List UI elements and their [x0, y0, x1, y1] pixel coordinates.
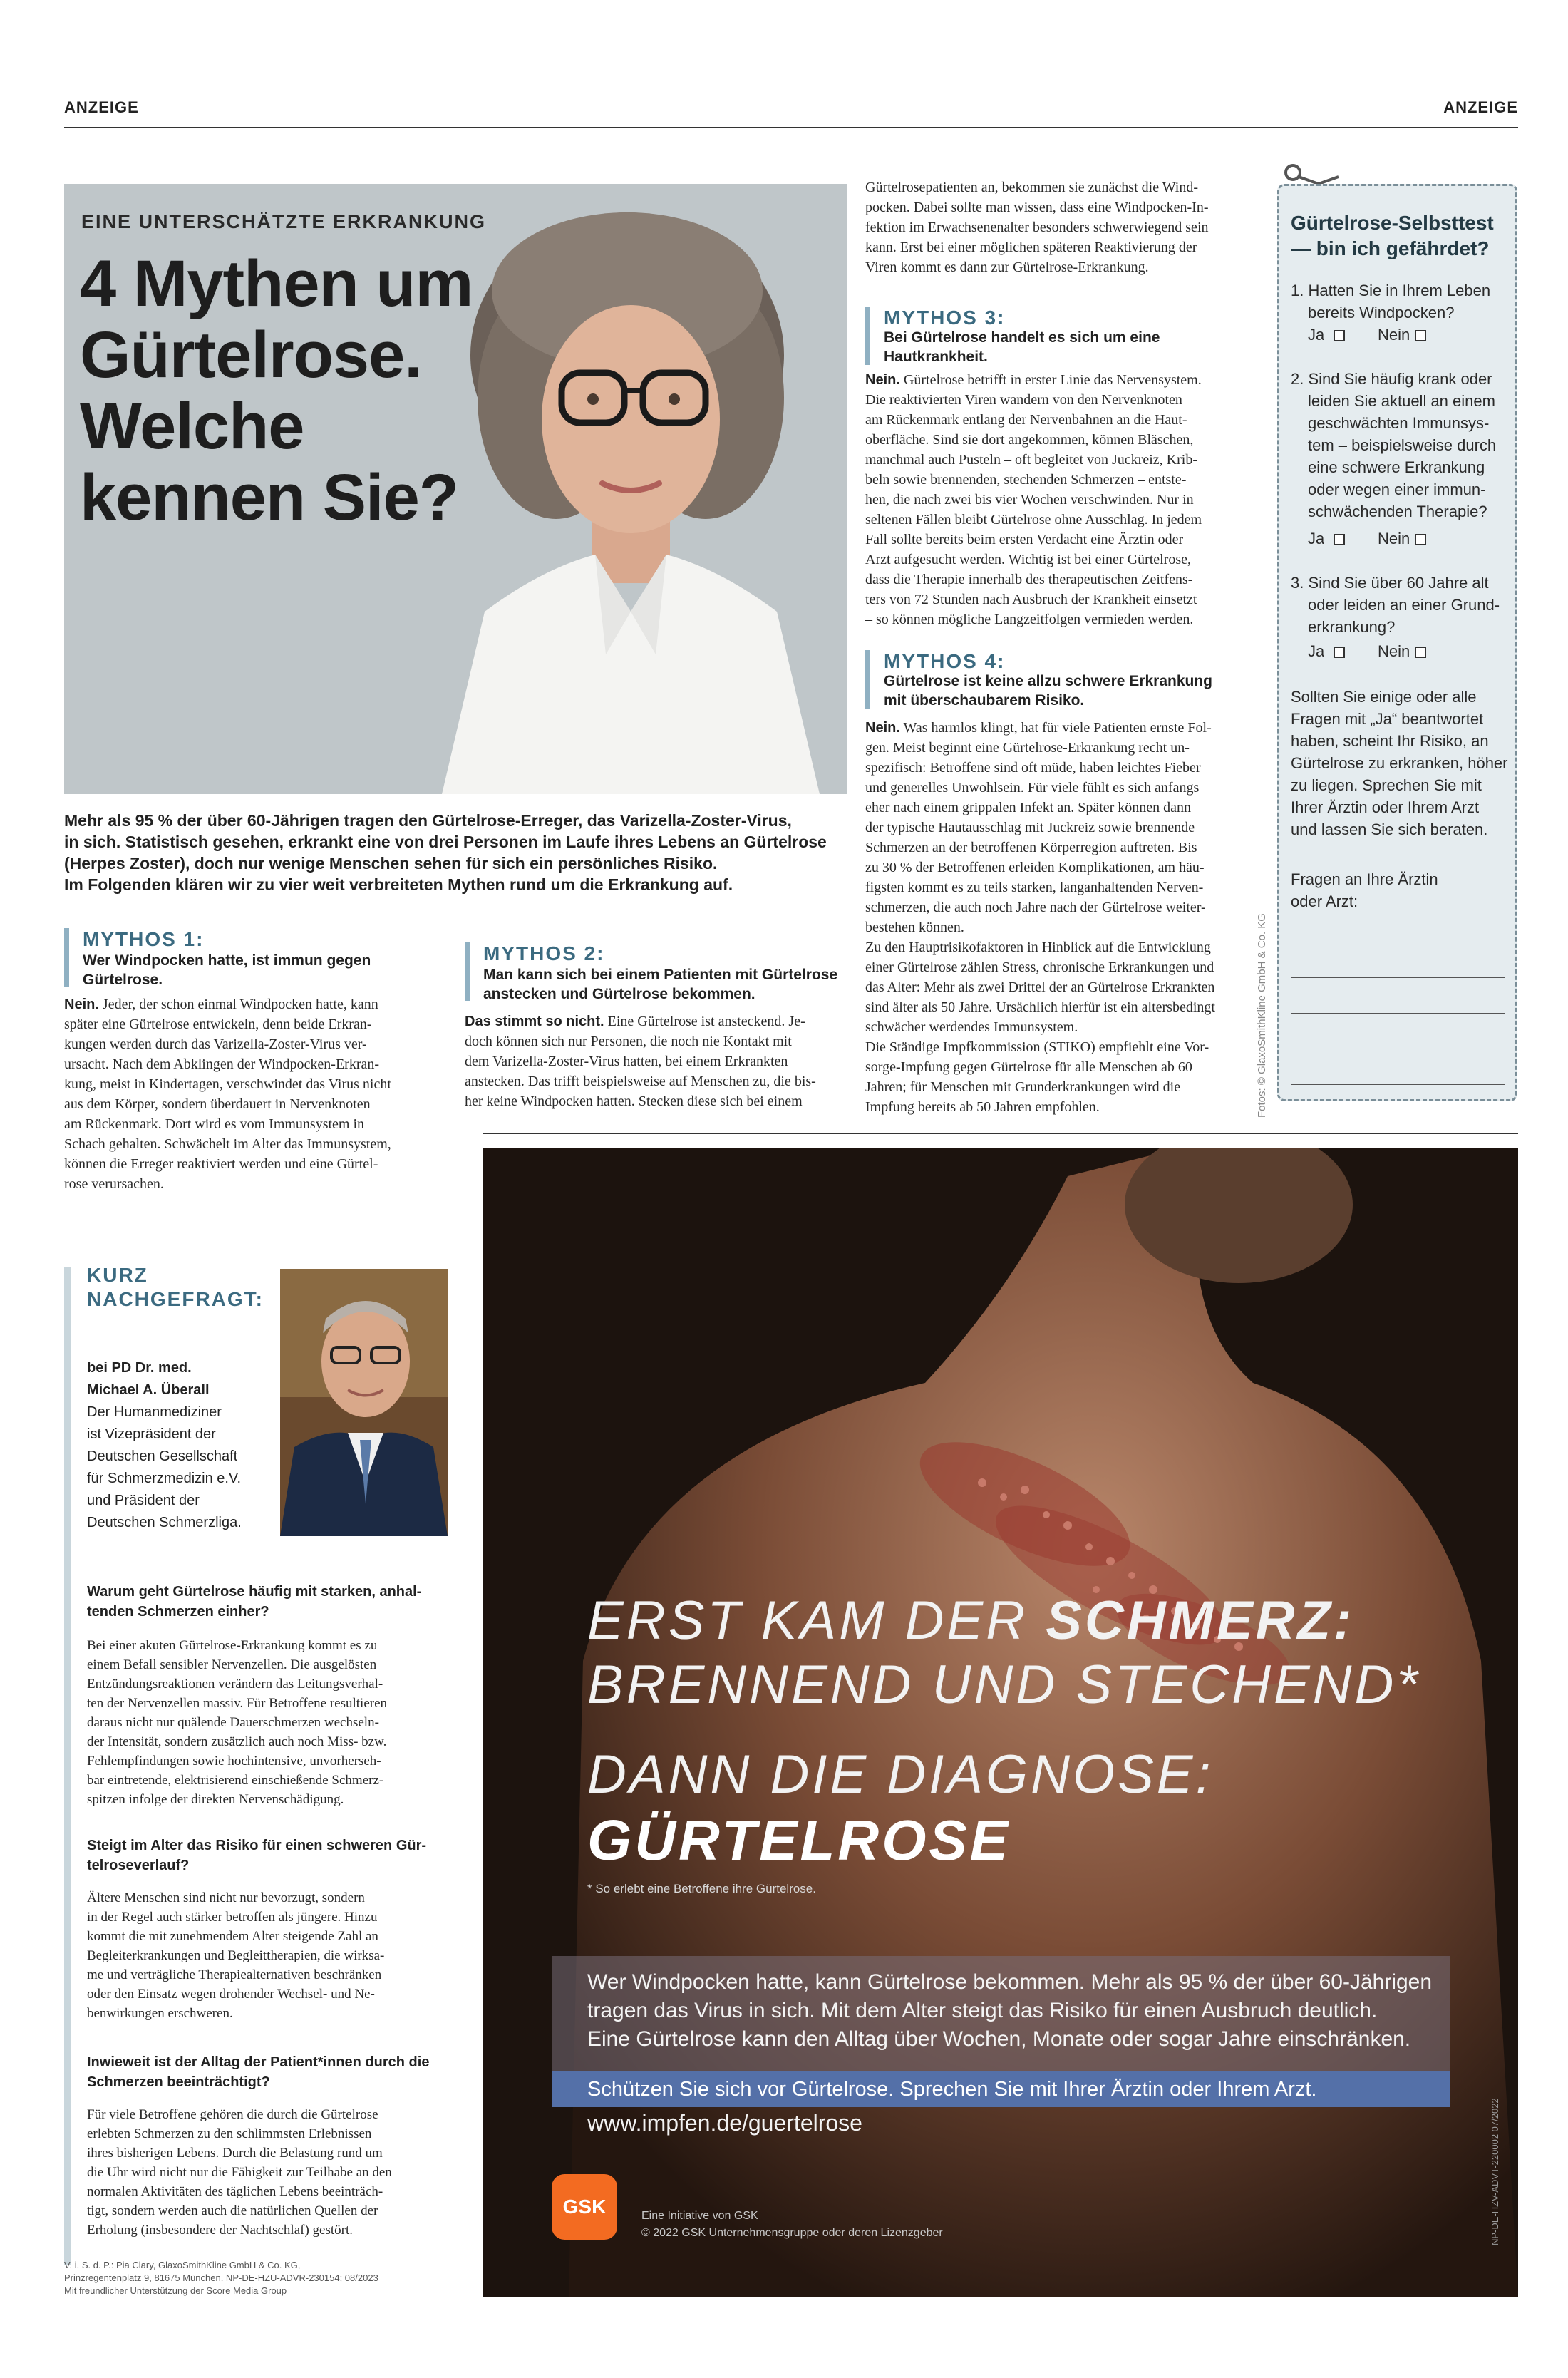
kurz-answer-line: spitzen infolge der direkten Nervenschädigung. — [87, 1792, 344, 1807]
mythos2-line: her keine Windpocken hatten. Stecken diese sich bei einem — [465, 1093, 803, 1109]
mythos3-lead: Nein. — [865, 372, 900, 388]
mythos3-line: Gürtelrose betrifft in erster Linie das Nervensystem. — [899, 372, 1202, 388]
kurz-answer-line: Begleiterkrankungen und Begleittherapien, die wirksa- — [87, 1948, 385, 1963]
ad-headline-bold: SCHMERZ: — [1046, 1590, 1355, 1651]
hero-title-line: kennen Sie? — [80, 462, 458, 533]
selftest-q3 — [1291, 574, 1513, 642]
mythos4-subtitle-line: mit überschaubarem Risiko. — [884, 692, 1085, 709]
mythos4-line: schwächer werdendes Immunsystem. — [865, 1019, 1078, 1035]
mythos4-line: sorge-Impfung gegen Gürtelrose für alle Menschen ab 60 — [865, 1059, 1192, 1075]
selftest-q-line: geschwächten Immunsys- — [1308, 414, 1490, 432]
mythos1-subtitle-line: Gürtelrose. — [83, 972, 163, 988]
kurz-bio-line: für Schmerzmedizin e.V. — [87, 1471, 242, 1486]
mythos2-subtitle — [483, 967, 854, 1007]
selftest-q-line: bereits Windpocken? — [1308, 304, 1455, 321]
selftest-advice-line: Gürtelrose zu erkranken, höher — [1291, 754, 1508, 772]
selftest-q-line: tem – beispielsweise durch — [1308, 436, 1497, 454]
mythos4-line: sind älter als 50 Jahre. Ursächlich hierfür ist ein altersbedingt — [865, 999, 1215, 1015]
mythos3-body — [865, 372, 1250, 633]
ad-footnote: * So erlebt eine Betroffene ihre Gürtelrose. — [587, 1882, 816, 1895]
ja-checkbox[interactable] — [1334, 647, 1345, 658]
mythos1-line: Jeder, der schon einmal Windpocken hatte, kann — [98, 997, 378, 1012]
photo-credit: Fotos: © GlaxoSmithKline GmbH & Co. KG — [1256, 913, 1268, 1118]
selftest-box — [1277, 184, 1517, 1101]
mythos1-line: können die Erreger reaktiviert werden und eine Gürtel- — [64, 1156, 378, 1172]
kurz-answer-line: daraus nicht nur quälende Dauerschmerzen wechseln- — [87, 1715, 379, 1730]
kurz-question-1 — [87, 1584, 458, 1627]
mythos2-body — [465, 1014, 850, 1118]
mythos2-line: doch können sich nur Personen, die noch nie Kontakt mit — [465, 1034, 792, 1049]
mythos4-line: zu 30 % der Betroffenen erleiden Komplikationen, am häu- — [865, 860, 1205, 875]
kurz-answer-line: benwirkungen erschweren. — [87, 2006, 233, 2021]
nein-checkbox[interactable] — [1415, 534, 1426, 545]
kurz-answer-line: bar eintretende, elektrisierend einschießende Schmerz- — [87, 1773, 384, 1788]
intro-line: in sich. Statistisch gesehen, erkrankt eine von drei Personen im Laufe ihres Lebens an Gürtelrose — [64, 833, 827, 851]
mythos1-lead: Nein. — [64, 997, 99, 1012]
note-line[interactable] — [1291, 1013, 1505, 1014]
mythos1-label: MYTHOS 1: — [83, 928, 205, 950]
kurz-question-3 — [87, 2054, 458, 2097]
mythos1-line: kung, meist in Kindertagen, verschwindet das Virus nicht — [64, 1076, 391, 1092]
header-right: ANZEIGE — [1443, 98, 1518, 116]
kurz-answer-1 — [87, 1638, 458, 1816]
mythos4-line: Zu den Hauptrisikofaktoren in Hinblick auf die Entwicklung — [865, 940, 1211, 955]
kurz-answer-line: Entzündungsreaktionen verändern das Leitungsverhal- — [87, 1677, 383, 1692]
mythos3-line: Arzt aufgesucht werden. Wichtig ist bei einer Gürtelrose, — [865, 552, 1192, 567]
selftest-q1-answers[interactable] — [1308, 326, 1479, 346]
intro-line: Im Folgenden klären wir zu vier weit verbreiteten Mythen rund um die Erkrankung auf. — [64, 875, 733, 894]
mythos3-subtitle-line: Bei Gürtelrose handelt es sich um eine — [884, 329, 1160, 346]
answer-nein-label: Nein — [1378, 530, 1410, 547]
mythos4-line: der typische Hautausschlag mit Juckreiz sowie brennende — [865, 820, 1195, 835]
mythos3-line: Fall sollte bereits beim ersten Verdacht eine Ärztin oder — [865, 532, 1184, 547]
kurz-answer-line: Ältere Menschen sind nicht nur bevorzugt, sondern — [87, 1890, 365, 1905]
selftest-q-line: oder leiden an einer Grund- — [1308, 596, 1500, 614]
note-line[interactable] — [1291, 1084, 1505, 1085]
mythos4-line: gen. Meist beginnt eine Gürtelrose-Erkrankung recht un- — [865, 740, 1190, 756]
col3-line: kann. Erst bei einer möglichen späteren Reaktivierung der — [865, 240, 1197, 255]
answer-ja-label: Ja — [1308, 326, 1325, 344]
mythos2-label: MYTHOS 2: — [483, 942, 605, 964]
kurz-name-line: bei PD Dr. med. — [87, 1360, 192, 1376]
kurz-answer-line: Erholung (insbesondere der Nachtschlaf) gestört. — [87, 2223, 354, 2238]
mythos4-subtitle-line: Gürtelrose ist keine allzu schwere Erkrankung — [884, 673, 1213, 689]
ad-headline-2: BRENNEND UND STECHEND* — [587, 1654, 1420, 1715]
mythos3-subtitle — [884, 329, 1254, 369]
kurz-answer-line: ihres bisherigen Lebens. Durch die Belastung rund um — [87, 2146, 383, 2161]
kurz-answer-line: ten der Nervenzellen massiv. Für Betroffene resultieren — [87, 1696, 388, 1711]
mythos3-line: dass die Therapie innerhalb des therapeutischen Zeitfens- — [865, 572, 1193, 587]
doctor-portrait — [280, 1269, 448, 1536]
header-rule — [64, 127, 1518, 128]
hero-title — [80, 248, 479, 533]
kurz-answer-line: kommt die mit zunehmendem Alter steigende Zahl an — [87, 1929, 378, 1944]
ad-initiative-2: © 2022 GSK Unternehmensgruppe oder deren Lizenzgeber — [641, 2227, 943, 2239]
mythos4-subtitle — [884, 673, 1254, 713]
intro-line: (Herpes Zoster), doch nur wenige Menschen sehen für sich ein persönliches Risiko. — [64, 854, 718, 873]
answer-nein-label: Nein — [1378, 326, 1410, 344]
gsk-logo: GSK — [552, 2174, 617, 2240]
mythos4-line: Was harmlos klingt, hat für viele Patienten ernste Fol- — [899, 720, 1212, 736]
selftest-q-line: oder wegen einer immun- — [1308, 480, 1486, 498]
mythos2-line: Eine Gürtelrose ist ansteckend. Je- — [604, 1014, 805, 1029]
kurz-answer-line: Bei einer akuten Gürtelrose-Erkrankung kommt es zu — [87, 1638, 378, 1653]
nein-checkbox[interactable] — [1415, 647, 1426, 658]
selftest-title-line: — bin ich gefährdet? — [1291, 237, 1490, 259]
ad-info-line: tragen das Virus in sich. Mit dem Alter steigt das Risiko für einen Ausbruch deutlich. — [587, 1999, 1378, 2022]
answer-ja-label: Ja — [1308, 642, 1325, 660]
hero-kicker: EINE UNTERSCHÄTZTE ERKRANKUNG — [81, 211, 487, 232]
selftest-fragen-line: Fragen an Ihre Ärztin — [1291, 870, 1438, 888]
answer-nein-label: Nein — [1378, 642, 1410, 660]
header-left: ANZEIGE — [64, 98, 139, 116]
mythos4-line: Schmerzen an der betroffenen Körperregion auftreten. Bis — [865, 840, 1197, 855]
selftest-q1 — [1291, 282, 1513, 324]
mythos2-accent-bar — [465, 942, 470, 1001]
kurz-title-line: NACHGEFRAGT: — [87, 1288, 264, 1310]
mythos4-label: MYTHOS 4: — [884, 650, 1006, 672]
mythos4-line: und generelles Unwohlsein. Für viele fühlt es sich anfangs — [865, 780, 1200, 796]
mythos1-line: ursacht. Nach dem Abklingen der Windpocken-Erkran- — [64, 1056, 380, 1072]
kurz-bio-line: und Präsident der — [87, 1493, 200, 1508]
imprint-line: Mit freundlicher Unterstützung der Score Media Group — [64, 2285, 287, 2296]
kurz-question-line: Schmerzen beeinträchtigt? — [87, 2074, 270, 2090]
kurz-answer-line: Fehlempfindungen sowie hochintensive, unvorherseh- — [87, 1754, 381, 1769]
ad-url-link[interactable]: www.impfen.de/guertelrose — [587, 2110, 862, 2136]
selftest-q-line: erkrankung? — [1308, 618, 1396, 636]
kurz-answer-line: der Intensität, sondern zusätzlich auch noch Miss- bzw. — [87, 1734, 387, 1749]
selftest-advice-line: Sollten Sie einige oder alle — [1291, 688, 1477, 706]
mythos4-body — [865, 720, 1250, 1123]
ja-checkbox[interactable] — [1334, 534, 1345, 545]
col3-line: Gürtelrosepatienten an, bekommen sie zunächst die Wind- — [865, 180, 1199, 195]
mythos1-subtitle-line: Wer Windpocken hatte, ist immun gegen — [83, 952, 371, 969]
selftest-q-line: eine schwere Erkrankung — [1308, 458, 1485, 476]
mythos2-subtitle-line: anstecken und Gürtelrose bekommen. — [483, 986, 755, 1002]
ad-headline-1 — [587, 1590, 1354, 1652]
ad-info-line: Wer Windpocken hatte, kann Gürtelrose bekommen. Mehr als 95 % der über 60-Jährigen — [587, 1970, 1433, 1994]
selftest-title-line: Gürtelrose-Selbsttest — [1291, 212, 1494, 234]
mythos4-lead: Nein. — [865, 720, 900, 736]
mythos4-line: bestehen können. — [865, 920, 964, 935]
hero-panel — [64, 184, 847, 794]
mythos1-body — [64, 997, 449, 1198]
selftest-q-line: schwächenden Therapie? — [1308, 503, 1487, 520]
mythos3-line: am Rückenmark entlang der Nervenbahnen an die Haut- — [865, 412, 1187, 428]
kurz-bio-line: ist Vizepräsident der — [87, 1426, 216, 1442]
mythos3-line: oberfläche. Sind sie dort angekommen, können Bläschen, — [865, 432, 1194, 448]
ad-code: NP-DE-HZV-ADVT-220002 07/2022 — [1490, 2098, 1500, 2245]
mythos4-line: figsten kommt es zu teils starken, langanhaltenden Nerven- — [865, 880, 1204, 895]
selftest-q3-answers[interactable] — [1308, 642, 1479, 662]
mythos4-line: Die Ständige Impfkommission (STIKO) empfiehlt eine Vor- — [865, 1039, 1209, 1055]
selftest-q-line: 2. Sind Sie häufig krank oder — [1291, 370, 1492, 388]
kurz-answer-line: erlebten Schmerzen zu den schlimmsten Erlebnissen — [87, 2126, 372, 2141]
ad-cta-text: Schützen Sie sich vor Gürtelrose. Sprechen Sie mit Ihrer Ärztin oder Ihrem Arzt. — [587, 2078, 1317, 2101]
mythos4-line: schmerzen, die auch noch Jahre nach der Gürtelrose weiter- — [865, 900, 1206, 915]
mythos3-subtitle-line: Hautkrankheit. — [884, 349, 988, 365]
mythos1-line: rose verursachen. — [64, 1176, 164, 1192]
gsk-advertisement — [483, 1148, 1518, 2297]
selftest-advice-line: zu liegen. Sprechen Sie mit — [1291, 776, 1482, 794]
kurz-answer-line: in der Regel auch stärker betroffen als jüngere. Hinzu — [87, 1910, 378, 1925]
mythos3-line: manchmal auch Pusteln – oft begleitet von Juckreiz, Krib- — [865, 452, 1197, 468]
kurz-answer-line: die Uhr wird nicht nur die Fähigkeit zur Teilhabe an den — [87, 2165, 392, 2180]
kurz-answer-3 — [87, 2107, 458, 2245]
selftest-title — [1291, 212, 1508, 269]
kurz-question-line: Steigt im Alter das Risiko für einen schweren Gür- — [87, 1838, 427, 1853]
hero-title-line: 4 Mythen um — [80, 248, 473, 319]
ad-headline-4: GÜRTELROSE — [587, 1808, 1011, 1872]
ad-headline-3: DANN DIE DIAGNOSE: — [587, 1744, 1214, 1805]
kurz-answer-line: normalen Aktivitäten des täglichen Lebens beeinträch- — [87, 2184, 383, 2199]
mythos4-accent-bar — [865, 650, 870, 709]
hero-title-line: Welche — [80, 391, 304, 462]
answer-ja-label: Ja — [1308, 530, 1325, 547]
selftest-advice-line: haben, scheint Ihr Risiko, an — [1291, 732, 1489, 750]
kurz-title-line: KURZ — [87, 1264, 148, 1286]
ja-checkbox[interactable] — [1334, 330, 1345, 341]
mythos4-line: Jahren; für Menschen mit Grunderkrankungen wird die — [865, 1079, 1181, 1095]
mythos1-line: Schach gehalten. Schwächelt im Alter das Immunsystem, — [64, 1136, 391, 1152]
kurz-bio-line: Deutschen Gesellschaft — [87, 1448, 238, 1464]
kurz-bio-line: Deutschen Schmerzliga. — [87, 1515, 242, 1530]
mythos2-line: anstecken. Das trifft beispielsweise auf Menschen zu, die bis- — [465, 1074, 816, 1089]
kurz-bio-line: Der Humanmediziner — [87, 1404, 222, 1420]
ad-headline-part: ERST KAM DER — [587, 1590, 1046, 1651]
mythos3-label: MYTHOS 3: — [884, 307, 1006, 329]
hero-title-line: Gürtelrose. — [80, 319, 422, 391]
selftest-questions-label — [1291, 870, 1513, 916]
selftest-fragen-line: oder Arzt: — [1291, 892, 1358, 910]
nein-checkbox[interactable] — [1415, 330, 1426, 341]
mythos4-line: spezifisch: Betroffene sind oft müde, haben leichtes Fieber — [865, 760, 1201, 776]
mythos4-line: eher nach einem grippalen Infekt an. Später können dann — [865, 800, 1192, 815]
mythos2-subtitle-line: Man kann sich bei einem Patienten mit Gürtelrose — [483, 967, 838, 983]
selftest-advice-line: Ihrer Ärztin oder Ihrem Arzt — [1291, 798, 1480, 816]
selftest-q-line: 3. Sind Sie über 60 Jahre alt — [1291, 574, 1489, 592]
kurz-answer-line: me und verträgliche Therapiealternativen beschränken — [87, 1967, 382, 1982]
kurz-answer-line: oder den Einsatz wegen drohender Wechsel- und Ne- — [87, 1987, 375, 2002]
kurz-question-line: Warum geht Gürtelrose häufig mit starken, anhal- — [87, 1584, 422, 1600]
mythos4-line: das Alter: Mehr als zwei Drittel der an Gürtelrose Erkrankten — [865, 979, 1215, 995]
mythos3-line: hen, die nach zwei bis vier Wochen verschwinden. Nur in — [865, 492, 1194, 508]
mythos1-accent-bar — [64, 928, 69, 987]
selftest-q-line: 1. Hatten Sie in Ihrem Leben — [1291, 282, 1491, 299]
mythos2-line: dem Varizella-Zoster-Virus hatten, bei einem Erkrankten — [465, 1054, 788, 1069]
mythos4-line: einer Gürtelrose zählen Stress, chronische Erkrankungen und — [865, 959, 1214, 975]
col3-line: pocken. Dabei sollte man wissen, dass eine Windpocken-In- — [865, 200, 1209, 215]
note-line[interactable] — [1291, 977, 1505, 978]
kurz-accent-bar — [64, 1267, 71, 2265]
intro-text — [64, 811, 847, 904]
selftest-q2-answers[interactable] — [1308, 530, 1479, 550]
imprint — [64, 2260, 463, 2302]
kurz-answer-line: tigt, sondern werden auch die natürlichen Quellen der — [87, 2203, 378, 2218]
mythos1-line: am Rückenmark. Dort wird es vom Immunsystem in — [64, 1116, 365, 1132]
kurz-title — [87, 1263, 265, 1314]
imprint-line: V. i. S. d. P.: Pia Clary, GlaxoSmithKline GmbH & Co. KG, — [64, 2260, 301, 2270]
kurz-expert-info — [87, 1360, 274, 1540]
mythos1-line: später eine Gürtelrose entwickeln, denn beide Erkran- — [64, 1016, 372, 1032]
mythos3-accent-bar — [865, 307, 870, 365]
kurz-question-2 — [87, 1838, 458, 1880]
mythos2-lead: Das stimmt so nicht. — [465, 1014, 604, 1029]
mythos1-subtitle — [83, 952, 453, 992]
mythos3-line: seltenen Fällen bleibt Gürtelrose ohne Ausschlag. In jedem — [865, 512, 1202, 527]
mythos1-line: kungen werden durch das Varizella-Zoster-Virus ver- — [64, 1036, 367, 1052]
mythos3-line: Die reaktivierten Viren wandern von den Nervenknoten — [865, 392, 1182, 408]
kurz-question-line: Inwieweit ist der Alltag der Patient*innen durch die — [87, 2054, 430, 2070]
kurz-question-line: telroseverlauf? — [87, 1858, 190, 1873]
kurz-name-line: Michael A. Überall — [87, 1382, 210, 1398]
ad-info-line: Eine Gürtelrose kann den Alltag über Wochen, Monate oder sogar Jahre einschränken. — [587, 2027, 1411, 2051]
kurz-question-line: tenden Schmerzen einher? — [87, 1604, 269, 1620]
ad-initiative-1: Eine Initiative von GSK — [641, 2210, 758, 2222]
kurz-answer-2 — [87, 1890, 458, 2029]
mythos3-line: ters von 72 Stunden nach Ausbruch der Krankheit einsetzt — [865, 592, 1197, 607]
mythos4-line: Impfung bereits ab 50 Jahren empfohlen. — [865, 1099, 1100, 1115]
selftest-advice-line: Fragen mit „Ja“ beantwortet — [1291, 710, 1484, 728]
selftest-q-line: leiden Sie aktuell an einem — [1308, 392, 1495, 410]
col3-line: Viren kommt es dann zur Gürtelrose-Erkrankung. — [865, 259, 1149, 275]
selftest-q2 — [1291, 370, 1513, 527]
col3-line: fektion im Erwachsenenalter besonders schwerwiegend sein — [865, 220, 1209, 235]
mythos3-line: – so können mögliche Langzeitfolgen vermieden werden. — [865, 612, 1194, 627]
ad-cta-bar — [552, 2071, 1450, 2107]
intro-line: Mehr als 95 % der über 60-Jährigen tragen den Gürtelrose-Erreger, das Varizella-Zoster-Virus, — [64, 811, 792, 830]
mythos3-line: beln sowie brennenden, stechenden Schmerzen – entste- — [865, 472, 1187, 488]
selftest-advice — [1291, 688, 1513, 845]
kurz-answer-line: Für viele Betroffene gehören die durch die Gürtelrose — [87, 2107, 378, 2122]
kurz-answer-line: einem Befall sensibler Nervenzellen. Die ausgelösten — [87, 1657, 377, 1672]
imprint-line: Prinzregentenplatz 9, 81675 München. NP-DE-HZU-ADVR-230154; 08/2023 — [64, 2273, 378, 2283]
mythos1-line: aus dem Körper, sondern überdauert in Nervenknoten — [64, 1096, 371, 1112]
section-divider — [483, 1133, 1518, 1134]
selftest-advice-line: und lassen Sie sich beraten. — [1291, 820, 1488, 838]
col3-continuation — [865, 180, 1250, 279]
